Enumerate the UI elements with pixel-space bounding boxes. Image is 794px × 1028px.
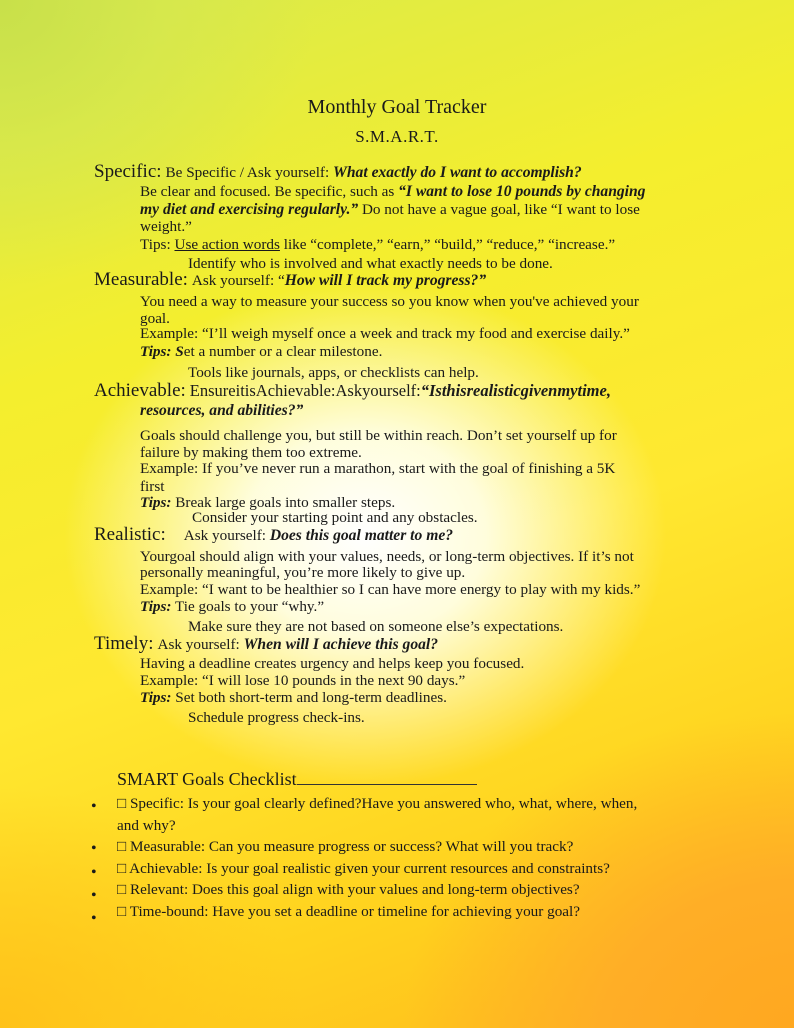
checklist-item-specific[interactable]: □ Specific: Is your goal clearly defined?Have you answered who, what, where, when,	[117, 795, 638, 812]
timely-example: Example: “I will lose 10 pounds in the next 90 days.”	[140, 672, 466, 689]
timely-tip-2: Schedule progress check-ins.	[188, 709, 365, 726]
timely-label: Timely:	[94, 633, 154, 654]
specific-line-1	[140, 183, 645, 201]
specific-line-2	[140, 201, 640, 219]
realistic-line-1: Yourgoal should align with your values, needs, or long-term objectives. If it’s not	[140, 548, 634, 565]
specific-heading-line	[94, 161, 582, 183]
realistic-example: Example: “I want to be healthier so I can have more energy to play with my kids.”	[140, 581, 641, 598]
measurable-tips-label: Tips: S	[140, 343, 184, 360]
specific-tip-2: Identify who is involved and what exactly needs to be done.	[188, 255, 553, 272]
specific-tips-rest: like “complete,” “earn,” “build,” “reduce,” “increase.”	[279, 236, 616, 253]
realistic-tips	[140, 598, 324, 616]
achievable-tip-2: Consider your starting point and any obstacles.	[192, 509, 478, 526]
measurable-label: Measurable:	[94, 269, 188, 290]
achievable-tips-text: Break large goals into smaller steps.	[171, 494, 396, 511]
achievable-example-2: first	[140, 478, 165, 495]
specific-l2a: my diet and exercising regularly.”	[140, 201, 359, 218]
specific-question: What exactly do I want to accomplish?	[333, 164, 582, 181]
realistic-tip-2: Make sure they are not based on someone else’s expectations.	[188, 618, 564, 635]
specific-label: Specific:	[94, 161, 162, 182]
realistic-ask: Ask yourself:	[183, 527, 270, 544]
achievable-line-1: Goals should challenge you, but still be within reach. Don’t set yourself up for	[140, 427, 617, 444]
specific-ask: Be Specific / Ask yourself:	[165, 164, 333, 181]
specific-tips-label: Tips:	[140, 236, 175, 253]
specific-tips	[140, 236, 615, 254]
measurable-tip-2: Tools like journals, apps, or checklists can help.	[188, 364, 479, 381]
measurable-line-1: You need a way to measure your success so you know when you've achieved your	[140, 293, 639, 310]
checklist-bullet: •	[91, 910, 97, 927]
achievable-ask: EnsureitisAchievable:Askyourself:	[189, 381, 421, 400]
checklist-item-relevant[interactable]: □ Relevant: Does this goal align with your values and long-term objectives?	[117, 881, 580, 898]
achievable-label: Achievable:	[94, 380, 186, 401]
measurable-ask: Ask yourself: “	[191, 272, 285, 289]
measurable-example: Example: “I’ll weigh myself once a week and track my food and exercise daily.”	[140, 325, 630, 342]
checklist-title: SMART Goals Checklist	[117, 769, 297, 789]
achievable-question-2: resources, and abilities?”	[140, 402, 304, 419]
measurable-heading-line	[94, 269, 486, 291]
specific-line-3: weight.”	[140, 218, 192, 235]
measurable-line-2: goal.	[140, 310, 170, 327]
page-subtitle: S.M.A.R.T.	[355, 127, 439, 146]
specific-l2b: Do not have a vague goal, like “I want to lose	[358, 201, 640, 218]
checklist-bullet: •	[91, 887, 97, 904]
timely-heading-line	[94, 633, 438, 655]
timely-ask: Ask yourself:	[157, 636, 244, 653]
timely-line-1: Having a deadline creates urgency and helps keep you focused.	[140, 655, 525, 672]
specific-l1b: “I want to lose 10 pounds by changing	[398, 183, 646, 200]
timely-tips-label: Tips:	[140, 689, 172, 706]
realistic-heading-line	[94, 524, 453, 546]
specific-l1a: Be clear and focused. Be specific, such as	[140, 183, 399, 200]
timely-question: When will I achieve this goal?	[243, 636, 439, 653]
checklist-title-rule	[297, 768, 477, 785]
achievable-question: “Isthisrealisticgivenmytime,	[420, 381, 611, 400]
checklist-item-measurable[interactable]: □ Measurable: Can you measure progress or success? What will you track?	[117, 838, 574, 855]
specific-tips-underlined: Use action words	[174, 236, 280, 253]
achievable-heading-line	[94, 380, 611, 402]
achievable-line-2: failure by making them too extreme.	[140, 444, 362, 461]
checklist-heading	[117, 768, 477, 790]
realistic-tips-text: Tie goals to your “why.”	[171, 598, 325, 615]
checklist-item-specific-cont: and why?	[117, 817, 176, 834]
timely-tips-text: Set both short-term and long-term deadlines.	[171, 689, 447, 706]
achievable-example: Example: If you’ve never run a marathon, start with the goal of finishing a 5K	[140, 460, 616, 477]
timely-tips	[140, 689, 447, 707]
measurable-tips-text: et a number or a clear milestone.	[183, 343, 383, 360]
realistic-label: Realistic:	[94, 524, 166, 545]
checklist-item-achievable[interactable]: □ Achievable: Is your goal realistic given your current resources and constraints?	[117, 860, 610, 877]
checklist-item-time-bound[interactable]: □ Time-bound: Have you set a deadline or timeline for achieving your goal?	[117, 903, 580, 920]
achievable-tips-label: Tips:	[140, 494, 172, 511]
measurable-question: How will I track my progress?”	[284, 272, 487, 289]
checklist-bullet: •	[91, 864, 97, 881]
measurable-tips	[140, 343, 382, 361]
checklist-bullet: •	[91, 840, 97, 857]
realistic-line-2: personally meaningful, you’re more likely to give up.	[140, 564, 466, 581]
page-title: Monthly Goal Tracker	[307, 96, 487, 118]
realistic-tips-label: Tips:	[140, 598, 172, 615]
checklist-bullet: •	[91, 798, 97, 815]
realistic-question: Does this goal matter to me?	[269, 527, 454, 544]
